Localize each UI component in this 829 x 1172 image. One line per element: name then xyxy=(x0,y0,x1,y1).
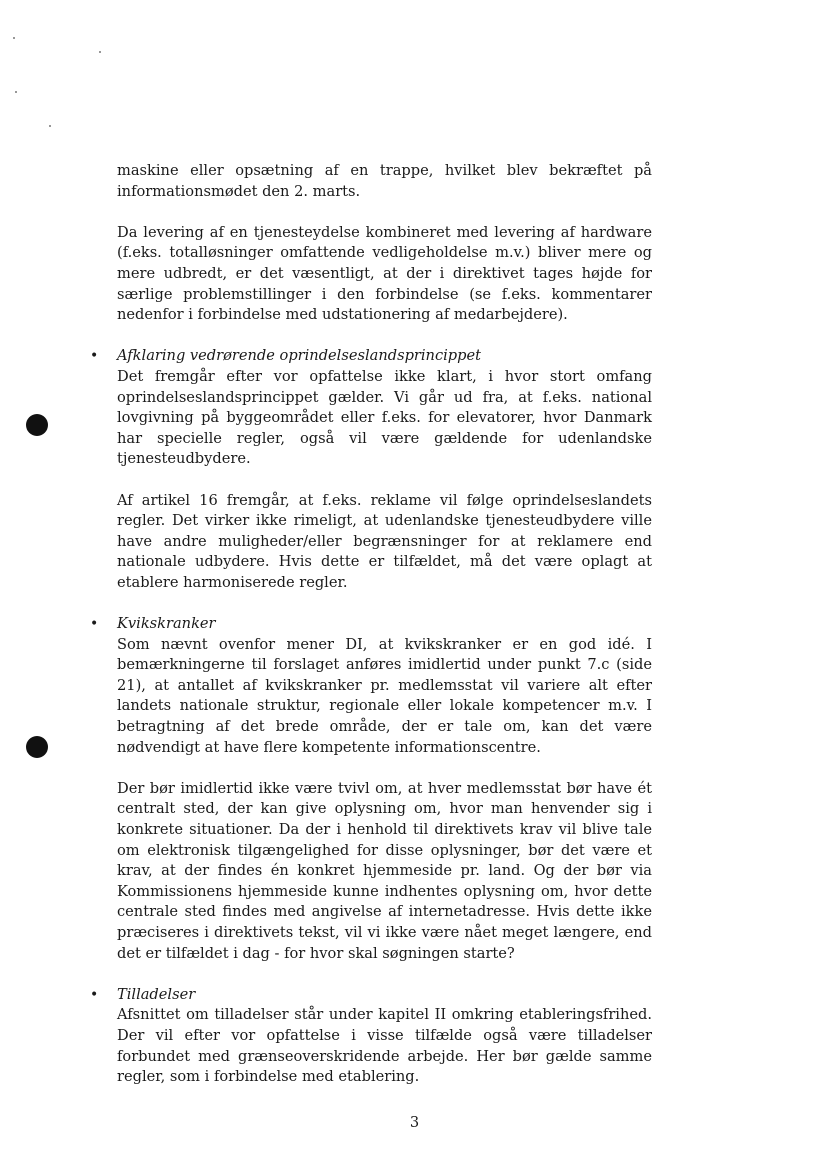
bullet-icon: • xyxy=(90,616,99,633)
scan-speck xyxy=(13,37,15,39)
scan-speck xyxy=(99,51,101,53)
punch-hole xyxy=(26,414,48,436)
section-paragraph: Afsnittet om tilladelser står under kapitel II omkring etableringsfrihed. Der vil efter vor opfattelse i visse tilfælde også være tilladelser forbundet med grænseoverskridende arbejde. Her bør gælde samme regler, som i forbindelse med etablering. xyxy=(117,1006,652,1086)
section-tilladelser xyxy=(90,985,652,1088)
section-paragraph: Som nævnt ovenfor mener DI, at kvikskranker er en god idé. I bemærkningerne til forslaget anføres imidlertid under punkt 7.c (side 21), at antallet af kvikskranker pr. medlemsstat vil variere alt efter landets nationale struktur, regionale eller lokale kompetencer m.v. I betragtning af det brede område, der er tale om, kan det være nødvendigt at have flere kompetente informationscentre. xyxy=(117,635,652,756)
section-paragraph: Af artikel 16 fremgår, at f.eks. reklame vil følge oprindelseslandets regler. Det virker ikke rimeligt, at udenlandske tjenesteudbydere ville have andre muligheder/eller begrænsninger for at reklamere end nationale udbydere. Hvis dette er tilfældet, må det være oplagt at etablere harmoniserede regler. xyxy=(117,491,652,591)
punch-hole xyxy=(26,736,48,758)
scan-speck xyxy=(49,125,51,127)
section-kvikskranker xyxy=(90,614,652,964)
scan-speck xyxy=(15,91,17,93)
bullet-icon: • xyxy=(90,986,99,1003)
intro-paragraph: maskine eller opsætning af en trappe, hvilket blev bekræftet på informationsmødet den 2. marts. xyxy=(117,162,652,200)
body-text xyxy=(90,161,652,1108)
section-title: Tilladelser xyxy=(117,985,196,1003)
section-paragraph: Der bør imidlertid ikke være tvivl om, at hver medlemsstat bør have ét centralt sted, der kan give oplysning om, hvor man henvender sig i konkrete situationer. Da der i henhold til direktivets krav vil blive tale om elektronisk tilgængelighed for disse oplysninger, bør det være et krav, at der findes én konkret hjemmeside pr. land. Og der bør via Kommissionens hjemmeside kunne indhentes oplysning om, hvor dette centrale sted findes med angivelse af internetadresse. Hvis dette ikke præciseres i direktivets tekst, vil vi ikke være nået meget længere, end det er tilfældet i dag - for hvor skal søgningen starte? xyxy=(117,779,652,962)
section-origin-principle xyxy=(90,346,652,593)
section-paragraph: Det fremgår efter vor opfattelse ikke klart, i hvor stort omfang oprindelseslandsprincippet gælder. Vi går ud fra, at f.eks. national lovgivning på byggeområdet eller f.eks. for elevatorer, hvor Danmark har specielle regler, også vil være gældende for udenlandske tjenesteudbydere. xyxy=(117,367,652,468)
bullet-icon: • xyxy=(90,348,99,365)
page-number: 3 xyxy=(409,1114,420,1131)
intro-paragraph: Da levering af en tjenesteydelse kombineret med levering af hardware (f.eks. totalløsninger omfattende vedligeholdelse m.v.) bliver mere og mere udbredt, er det væsentligt, at der i direktivet tages højde for særlige problemstillinger i den forbindelse (se f.eks. kommentarer nedenfor i forbindelse med udstationering af medarbejdere). xyxy=(117,223,652,324)
section-title: Afklaring vedrørende oprindelseslandsprincippet xyxy=(117,347,481,365)
section-title: Kvikskranker xyxy=(117,615,216,633)
